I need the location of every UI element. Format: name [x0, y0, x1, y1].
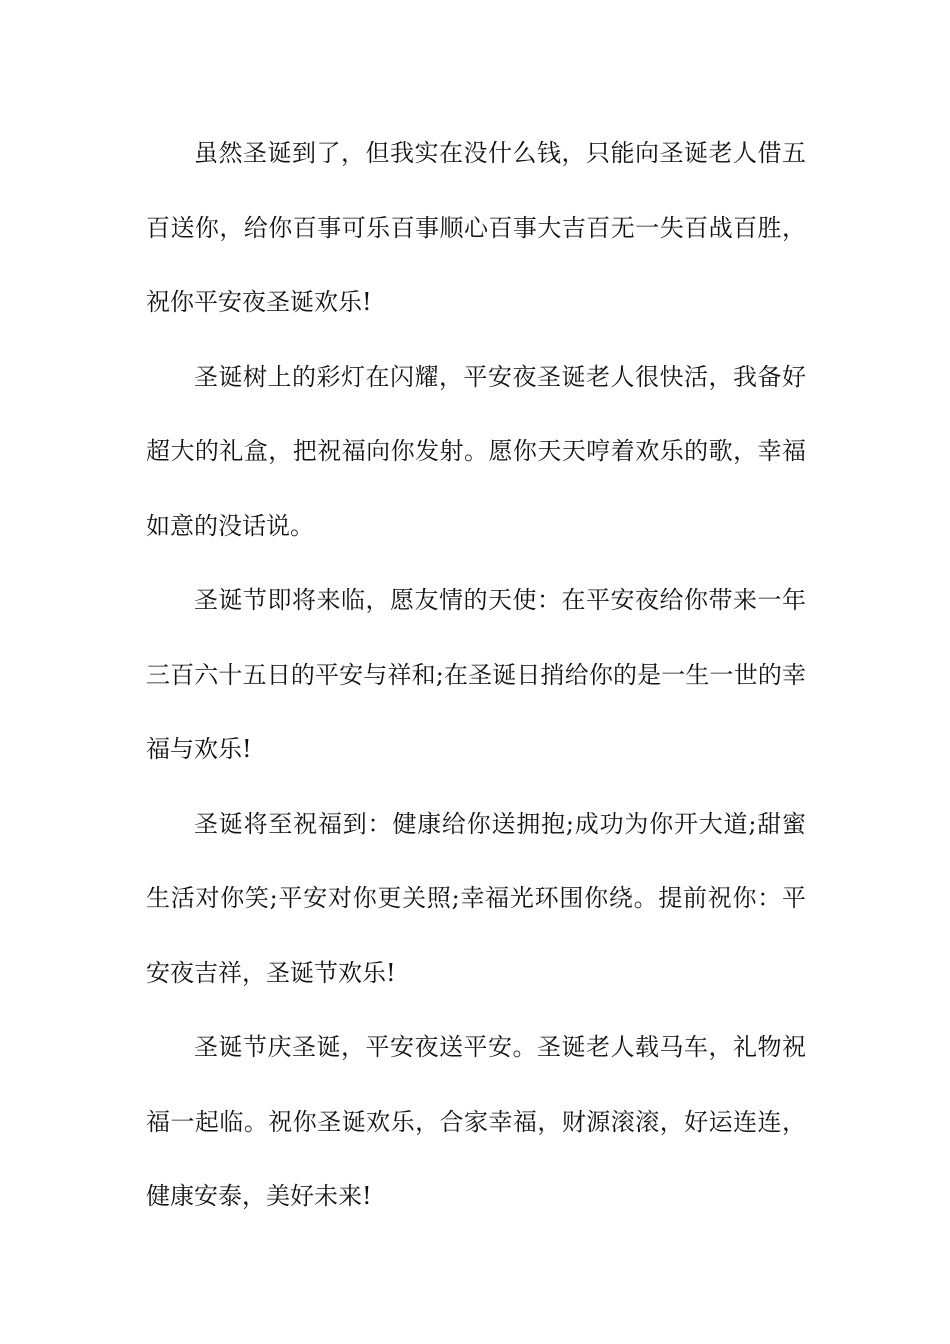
paragraph-3: 圣诞节即将来临，愿友情的天使：在平安夜给你带来一年三百六十五日的平安与祥和;在圣诞日捎给你的是一生一世的幸福与欢乐! [146, 586, 806, 763]
paragraph-4: 圣诞将至祝福到：健康给你送拥抱;成功为你开大道;甜蜜生活对你笑;平安对你更关照;幸福光环围你绕。提前祝你：平安夜吉祥，圣诞节欢乐! [146, 809, 806, 987]
paragraph-2: 圣诞树上的彩灯在闪耀，平安夜圣诞老人很快活，我备好超大的礼盒，把祝福向你发射。愿你天天哼着欢乐的歌，幸福如意的没话说。 [146, 362, 806, 540]
document-body [146, 116, 806, 1234]
paragraph-5: 圣诞节庆圣诞，平安夜送平安。圣诞老人载马车，礼物祝福一起临。祝你圣诞欢乐，合家幸福，财源滚滚，好运连连，健康安泰，美好未来! [146, 1033, 806, 1210]
paragraph-1: 虽然圣诞到了，但我实在没什么钱，只能向圣诞老人借五百送你，给你百事可乐百事顺心百事大吉百无一失百战百胜，祝你平安夜圣诞欢乐! [146, 139, 806, 316]
